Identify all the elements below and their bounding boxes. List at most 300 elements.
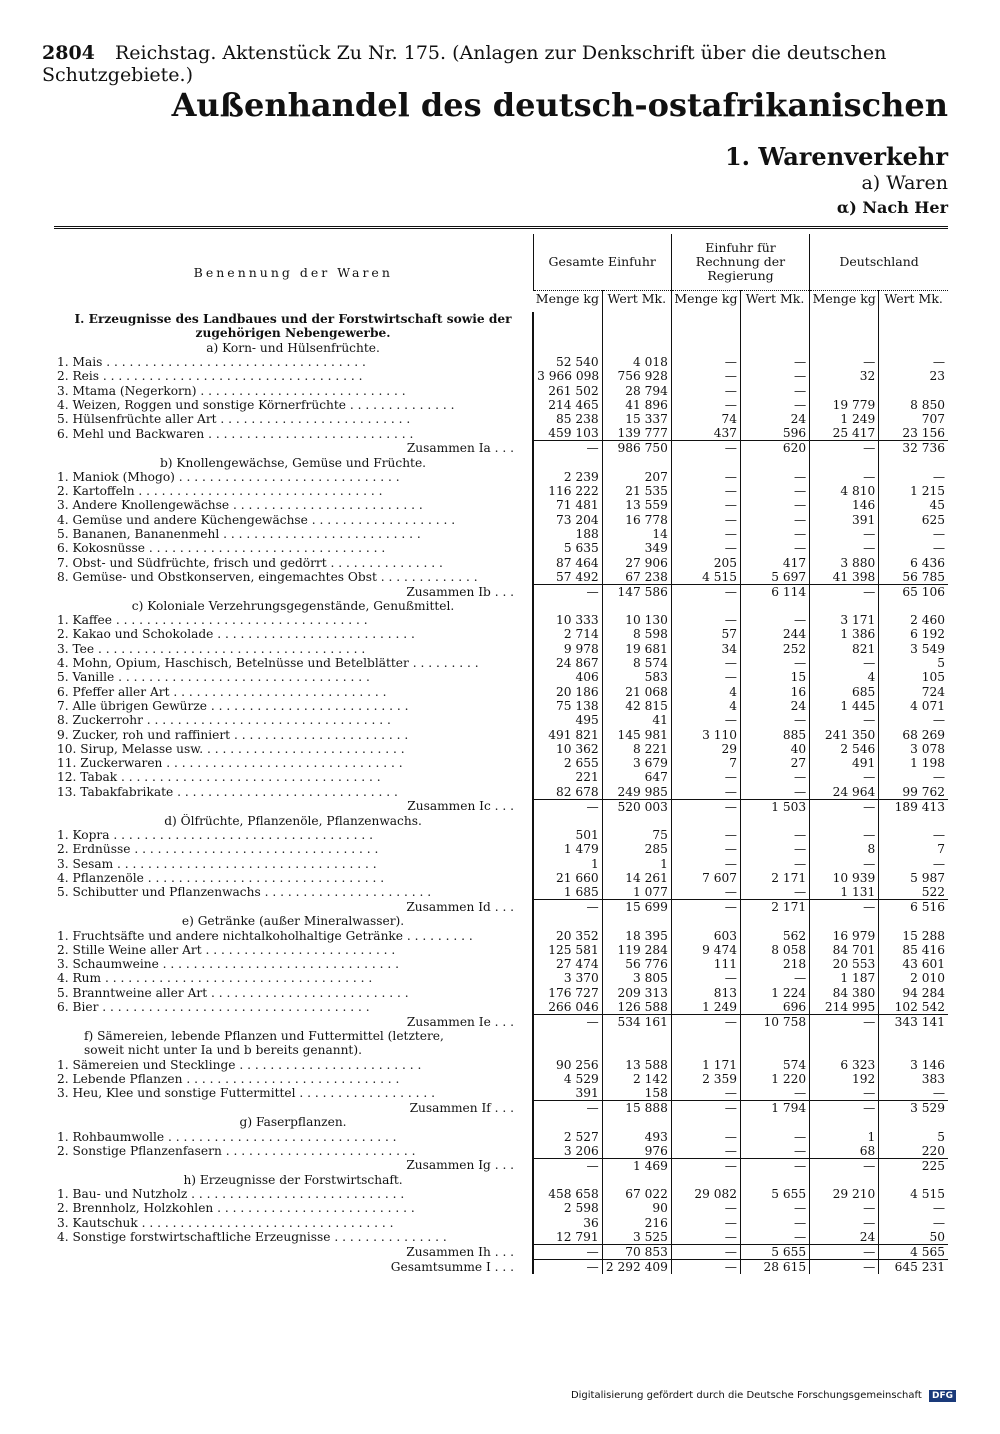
subtotal-row	[54, 1158, 948, 1173]
empty-cell	[810, 814, 879, 828]
row-label: 7. Obst- und Südfrüchte, frisch und gedörrt . . . . . . . . . . . . . . .	[57, 555, 443, 570]
table-row	[54, 1072, 948, 1086]
value-cell: 27 906	[602, 555, 671, 569]
value-cell: 1 220	[740, 1072, 809, 1086]
value-cell: 25 417	[810, 426, 879, 441]
row-label: Gesamtsumme I . . .	[390, 1259, 515, 1274]
value-cell: 885	[740, 727, 809, 741]
row-label: 1. Fruchtsäfte und andere nichtalkoholhaltige Getränke . . . . . . . . .	[57, 928, 473, 943]
value-cell: 16 778	[602, 513, 671, 527]
row-label: 2. Kartoffeln . . . . . . . . . . . . . . . . . . . . . . . . . . . . . . . .	[57, 484, 383, 499]
value-cell: —	[533, 1259, 602, 1274]
row-label: 5. Bananen, Bananenmehl . . . . . . . . . . . . . . . . . . . . . . . . . .	[57, 527, 421, 541]
value-cell: 266 046	[533, 1000, 602, 1015]
value-cell: —	[740, 971, 809, 985]
value-cell: 21 068	[602, 685, 671, 699]
row-label: 1. Sämereien und Stecklinge . . . . . . . . . . . . . . . . . . . . . . . .	[57, 1057, 422, 1072]
value-cell: —	[810, 770, 879, 784]
value-cell: —	[810, 1244, 879, 1259]
value-cell: —	[533, 1158, 602, 1173]
value-cell: —	[879, 355, 948, 369]
value-cell: 756 928	[602, 369, 671, 383]
dfg-logo: DFG	[929, 1390, 956, 1402]
value-cell: —	[740, 613, 809, 627]
empty-cell	[533, 455, 602, 469]
value-cell: —	[740, 770, 809, 784]
section-heading	[54, 914, 948, 928]
table-row	[54, 971, 948, 985]
value-cell: —	[740, 1216, 809, 1230]
value-cell: —	[740, 656, 809, 670]
row-label: 4. Mohn, Opium, Haschisch, Betelnüsse und Betelblätter . . . . . . . . .	[57, 656, 479, 671]
value-cell: 2 359	[671, 1072, 740, 1086]
row-label: 4. Gemüse und andere Küchengewächse . . . . . . . . . . . . . . . . . . .	[57, 512, 456, 527]
table-header	[54, 234, 948, 312]
value-cell: 1 479	[533, 842, 602, 856]
empty-cell	[879, 341, 948, 355]
empty-cell	[533, 914, 602, 928]
value-cell: 71 481	[533, 498, 602, 512]
value-cell: —	[671, 1259, 740, 1274]
value-cell: —	[810, 470, 879, 484]
value-cell: 625	[879, 513, 948, 527]
value-cell: 82 678	[533, 785, 602, 800]
row-label: 1. Mais . . . . . . . . . . . . . . . . . . . . . . . . . . . . . . . . . .	[57, 355, 366, 370]
empty-cell	[810, 914, 879, 928]
value-cell: 1 503	[740, 799, 809, 814]
value-cell: 10 939	[810, 871, 879, 885]
value-cell: 42 815	[602, 699, 671, 713]
table-row	[54, 685, 948, 699]
row-label: 2. Brennholz, Holzkohlen . . . . . . . . . . . . . . . . . . . . . . . . . .	[57, 1201, 415, 1216]
table-row	[54, 857, 948, 871]
empty-cell	[533, 599, 602, 613]
value-cell: 1 445	[810, 699, 879, 713]
value-cell: 4 565	[879, 1244, 948, 1259]
value-cell: 8 058	[740, 943, 809, 957]
value-cell: —	[671, 513, 740, 527]
value-cell: 1 224	[740, 986, 809, 1000]
value-cell: 214 995	[810, 1000, 879, 1015]
value-cell: 261 502	[533, 383, 602, 397]
table-row	[54, 484, 948, 498]
value-cell: 2 171	[740, 900, 809, 915]
value-cell: 3 078	[879, 742, 948, 756]
row-label: 6. Bier . . . . . . . . . . . . . . . . . . . . . . . . . . . . . . . . . . .	[57, 1000, 370, 1015]
value-cell: 244	[740, 627, 809, 641]
value-cell: —	[671, 369, 740, 383]
row-label: 3. Sesam . . . . . . . . . . . . . . . . . . . . . . . . . . . . . . . . . .	[57, 856, 377, 871]
value-cell: 15 888	[602, 1101, 671, 1116]
value-cell: —	[740, 527, 809, 541]
value-cell: 417	[740, 555, 809, 569]
value-cell: 437	[671, 426, 740, 441]
empty-cell	[810, 312, 879, 326]
value-cell: 491 821	[533, 727, 602, 741]
value-cell: 14	[602, 527, 671, 541]
value-cell: 125 581	[533, 943, 602, 957]
value-cell: —	[533, 900, 602, 915]
empty-cell	[879, 1173, 948, 1187]
value-cell: 10 333	[533, 613, 602, 627]
value-cell: 696	[740, 1000, 809, 1015]
value-cell: 15 337	[602, 412, 671, 426]
value-cell: 145 981	[602, 727, 671, 741]
table-row	[54, 426, 948, 441]
table-row	[54, 928, 948, 942]
value-cell: 1 685	[533, 885, 602, 900]
value-cell: 41	[602, 713, 671, 727]
value-cell: 20 186	[533, 685, 602, 699]
value-cell: —	[879, 1086, 948, 1101]
empty-cell	[810, 1173, 879, 1187]
value-cell: —	[671, 1014, 740, 1029]
empty-cell	[602, 1043, 671, 1057]
col-wert: Wert Mk.	[602, 291, 671, 312]
value-cell: —	[671, 1086, 740, 1101]
value-cell: —	[740, 1230, 809, 1245]
value-cell: 209 313	[602, 986, 671, 1000]
value-cell: —	[810, 441, 879, 456]
value-cell: 189 413	[879, 799, 948, 814]
value-cell: 43 601	[879, 957, 948, 971]
value-cell: 21 660	[533, 871, 602, 885]
value-cell: 90	[602, 1201, 671, 1215]
value-cell: 221	[533, 770, 602, 784]
value-cell: —	[740, 1158, 809, 1173]
row-label: 3. Mtama (Negerkorn) . . . . . . . . . . . . . . . . . . . . . . . . . . .	[57, 383, 406, 398]
value-cell: 5 987	[879, 871, 948, 885]
value-cell: —	[671, 656, 740, 670]
value-cell: 1	[602, 857, 671, 871]
value-cell: 29 210	[810, 1187, 879, 1201]
value-cell: —	[740, 1129, 809, 1143]
empty-cell	[671, 1043, 740, 1057]
value-cell: —	[671, 670, 740, 684]
value-cell: 116 222	[533, 484, 602, 498]
row-label: Zusammen If . . .	[409, 1100, 515, 1115]
empty-cell	[740, 814, 809, 828]
table-row	[54, 1057, 948, 1071]
value-cell: 99 762	[879, 785, 948, 800]
value-cell: —	[671, 584, 740, 599]
value-cell: 1 249	[810, 412, 879, 426]
value-cell: 20 553	[810, 957, 879, 971]
value-cell: 218	[740, 957, 809, 971]
empty-cell	[879, 1115, 948, 1129]
row-label: 2. Kakao und Schokolade . . . . . . . . . . . . . . . . . . . . . . . . . .	[57, 627, 415, 642]
empty-cell	[879, 455, 948, 469]
value-cell: 23 156	[879, 426, 948, 441]
row-label: Zusammen Ih . . .	[406, 1244, 515, 1259]
empty-cell	[671, 1029, 740, 1043]
col-wert: Wert Mk.	[740, 291, 809, 312]
table-row	[54, 627, 948, 641]
row-label: 10. Sirup, Melasse usw. . . . . . . . . . . . . . . . . . . . . . . . . . .	[57, 741, 405, 756]
value-cell: 1 171	[671, 1057, 740, 1071]
section-heading	[54, 341, 948, 355]
value-cell: —	[671, 885, 740, 900]
trade-table	[54, 234, 948, 1274]
value-cell: 10 362	[533, 742, 602, 756]
value-cell: —	[810, 584, 879, 599]
table-row	[54, 770, 948, 784]
value-cell: 707	[879, 412, 948, 426]
value-cell: 343 141	[879, 1014, 948, 1029]
row-label: 5. Schibutter und Pflanzenwachs . . . . . . . . . . . . . . . . . . . . . .	[57, 885, 432, 900]
table-row	[54, 470, 948, 484]
value-cell: 2 239	[533, 470, 602, 484]
subtotal-row	[54, 584, 948, 599]
section-heading-label: d) Ölfrüchte, Pflanzenöle, Pflanzenwachs.	[164, 813, 422, 828]
table-row	[54, 1187, 948, 1201]
value-cell: 5 655	[740, 1187, 809, 1201]
value-cell: 19 681	[602, 642, 671, 656]
value-cell: 3 146	[879, 1057, 948, 1071]
row-label: Zusammen Id . . .	[406, 899, 515, 914]
section-heading	[54, 326, 948, 340]
value-cell: 8 850	[879, 398, 948, 412]
value-cell: —	[533, 584, 602, 599]
value-cell: 459 103	[533, 426, 602, 441]
value-cell: 24	[740, 699, 809, 713]
value-cell: 29 082	[671, 1187, 740, 1201]
value-cell: 18 395	[602, 928, 671, 942]
value-cell: 2 010	[879, 971, 948, 985]
value-cell: —	[671, 484, 740, 498]
empty-cell	[810, 1029, 879, 1043]
empty-cell	[602, 1115, 671, 1129]
section-heading	[54, 312, 948, 326]
value-cell: 5 655	[740, 1244, 809, 1259]
value-cell: 3 805	[602, 971, 671, 985]
value-cell: 1	[533, 857, 602, 871]
value-cell: —	[740, 383, 809, 397]
empty-cell	[879, 312, 948, 326]
value-cell: 391	[533, 1086, 602, 1101]
value-cell: 4 529	[533, 1072, 602, 1086]
empty-cell	[671, 341, 740, 355]
value-cell: 2 655	[533, 756, 602, 770]
value-cell: 20 352	[533, 928, 602, 942]
value-cell: —	[671, 1230, 740, 1245]
table-row	[54, 670, 948, 684]
value-cell: —	[671, 1101, 740, 1116]
value-cell: 2 598	[533, 1201, 602, 1215]
table-row	[54, 957, 948, 971]
value-cell: 3 171	[810, 613, 879, 627]
value-cell: 12 791	[533, 1230, 602, 1245]
table-row	[54, 699, 948, 713]
value-cell: —	[671, 857, 740, 871]
subtotal-row	[54, 1101, 948, 1116]
value-cell: 349	[602, 541, 671, 555]
row-label: 2. Stille Weine aller Art . . . . . . . . . . . . . . . . . . . . . . . . .	[57, 942, 396, 957]
value-cell: 285	[602, 842, 671, 856]
value-cell: 32 736	[879, 441, 948, 456]
value-cell: 74	[671, 412, 740, 426]
row-label: 2. Lebende Pflanzen . . . . . . . . . . . . . . . . . . . . . . . . . . . .	[57, 1071, 400, 1086]
value-cell: —	[740, 857, 809, 871]
row-label: 13. Tabakfabrikate . . . . . . . . . . . . . . . . . . . . . . . . . . . . .	[57, 784, 398, 799]
value-cell: 986 750	[602, 441, 671, 456]
value-cell: 10 758	[740, 1014, 809, 1029]
value-cell: —	[740, 885, 809, 900]
subtotal-row	[54, 1014, 948, 1029]
value-cell: 2 460	[879, 613, 948, 627]
value-cell: —	[740, 513, 809, 527]
subsection-title: a) Waren	[861, 172, 948, 194]
value-cell: —	[810, 799, 879, 814]
value-cell: —	[671, 398, 740, 412]
value-cell: 192	[810, 1072, 879, 1086]
table-row	[54, 1086, 948, 1101]
value-cell: 7	[671, 756, 740, 770]
value-cell: 139 777	[602, 426, 671, 441]
empty-cell	[740, 341, 809, 355]
value-cell: 6 323	[810, 1057, 879, 1071]
table-body	[54, 312, 948, 1274]
value-cell: 70 853	[602, 1244, 671, 1259]
empty-cell	[879, 1043, 948, 1057]
section-heading	[54, 599, 948, 613]
empty-cell	[740, 1029, 809, 1043]
row-label: 5. Hülsenfrüchte aller Art . . . . . . . . . . . . . . . . . . . . . . . . .	[57, 412, 411, 427]
table-row	[54, 742, 948, 756]
value-cell: 40	[740, 742, 809, 756]
row-label: 1. Kopra . . . . . . . . . . . . . . . . . . . . . . . . . . . . . . . . . .	[57, 828, 373, 843]
value-cell: —	[879, 828, 948, 842]
value-cell: 1 469	[602, 1158, 671, 1173]
table-row	[54, 713, 948, 727]
value-cell: 34	[671, 642, 740, 656]
value-cell: 4	[671, 699, 740, 713]
value-cell: 2 714	[533, 627, 602, 641]
value-cell: 583	[602, 670, 671, 684]
value-cell: 3 679	[602, 756, 671, 770]
value-cell: 2 527	[533, 1129, 602, 1143]
value-cell: 495	[533, 713, 602, 727]
empty-cell	[740, 312, 809, 326]
section-title: 1. Warenverkehr	[724, 142, 948, 171]
value-cell: 16 979	[810, 928, 879, 942]
value-cell: 2 171	[740, 871, 809, 885]
table-row	[54, 369, 948, 383]
value-cell: —	[810, 527, 879, 541]
table-row	[54, 570, 948, 585]
value-cell: 1 794	[740, 1101, 809, 1116]
empty-cell	[879, 1029, 948, 1043]
value-cell: —	[810, 1101, 879, 1116]
value-cell: —	[879, 713, 948, 727]
section-heading	[54, 1043, 948, 1057]
table-row	[54, 1230, 948, 1245]
empty-cell	[740, 914, 809, 928]
empty-cell	[533, 1173, 602, 1187]
value-cell: —	[740, 785, 809, 800]
value-cell: —	[740, 1201, 809, 1215]
empty-cell	[671, 1115, 740, 1129]
value-cell: —	[533, 1014, 602, 1029]
row-label: Zusammen Ia . . .	[406, 441, 515, 456]
value-cell: 520 003	[602, 799, 671, 814]
value-cell: 84 701	[810, 943, 879, 957]
subtotal-row	[54, 441, 948, 456]
value-cell: 5 697	[740, 570, 809, 585]
value-cell: 491	[810, 756, 879, 770]
value-cell: 813	[671, 986, 740, 1000]
row-label: 1. Bau- und Nutzholz . . . . . . . . . . . . . . . . . . . . . . . . . . . .	[57, 1187, 405, 1202]
value-cell: 15	[740, 670, 809, 684]
empty-cell	[602, 599, 671, 613]
value-cell: 4	[810, 670, 879, 684]
col-name-header: Benennung der Waren	[193, 265, 393, 280]
value-cell: —	[740, 498, 809, 512]
value-cell: —	[879, 770, 948, 784]
value-cell: 458 658	[533, 1187, 602, 1201]
value-cell: 821	[810, 642, 879, 656]
value-cell: 724	[879, 685, 948, 699]
value-cell: 647	[602, 770, 671, 784]
value-cell: 27 474	[533, 957, 602, 971]
empty-cell	[602, 1173, 671, 1187]
value-cell: 3 549	[879, 642, 948, 656]
value-cell: 7	[879, 842, 948, 856]
empty-cell	[671, 312, 740, 326]
value-cell: —	[740, 842, 809, 856]
value-cell: 188	[533, 527, 602, 541]
table-row	[54, 412, 948, 426]
table-row	[54, 756, 948, 770]
row-label: 3. Tee . . . . . . . . . . . . . . . . . . . . . . . . . . . . . . . . . . .	[57, 641, 366, 656]
subtotal-row	[54, 1259, 948, 1274]
value-cell: 147 586	[602, 584, 671, 599]
value-cell: 2 292 409	[602, 1259, 671, 1274]
subsubsection-title: α) Nach Her	[836, 198, 948, 217]
value-cell: —	[671, 470, 740, 484]
value-cell: —	[810, 1259, 879, 1274]
value-cell: —	[740, 355, 809, 369]
value-cell: 24	[740, 412, 809, 426]
section-heading-label: g) Faserpflanzen.	[239, 1115, 347, 1130]
empty-cell	[879, 326, 948, 340]
value-cell: —	[810, 355, 879, 369]
footer-text: Digitalisierung gefördert durch die Deutsche Forschungsgemeinschaft	[570, 1390, 922, 1401]
value-cell: 249 985	[602, 785, 671, 800]
row-label: 4. Sonstige forstwirtschaftliche Erzeugnisse . . . . . . . . . . . . . . .	[57, 1230, 447, 1245]
value-cell: 3 110	[671, 727, 740, 741]
value-cell: 24 867	[533, 656, 602, 670]
value-cell: 126 588	[602, 1000, 671, 1015]
section-heading	[54, 1115, 948, 1129]
value-cell: 14 261	[602, 871, 671, 885]
value-cell: 28 615	[740, 1259, 809, 1274]
table-row	[54, 541, 948, 555]
row-label: 6. Mehl und Backwaren . . . . . . . . . . . . . . . . . . . . . . . . . . .	[57, 426, 414, 441]
value-cell: 2 546	[810, 742, 879, 756]
empty-cell	[810, 599, 879, 613]
table-row	[54, 1201, 948, 1215]
value-cell: 85 416	[879, 943, 948, 957]
value-cell: 406	[533, 670, 602, 684]
value-cell: 216	[602, 1216, 671, 1230]
row-label: 4. Rum . . . . . . . . . . . . . . . . . . . . . . . . . . . . . . . . . . .	[57, 971, 373, 986]
value-cell: —	[671, 613, 740, 627]
value-cell: —	[671, 498, 740, 512]
row-label: 1. Rohbaumwolle . . . . . . . . . . . . . . . . . . . . . . . . . . . . . .	[57, 1129, 397, 1144]
footer	[0, 1390, 956, 1402]
value-cell: 8 221	[602, 742, 671, 756]
